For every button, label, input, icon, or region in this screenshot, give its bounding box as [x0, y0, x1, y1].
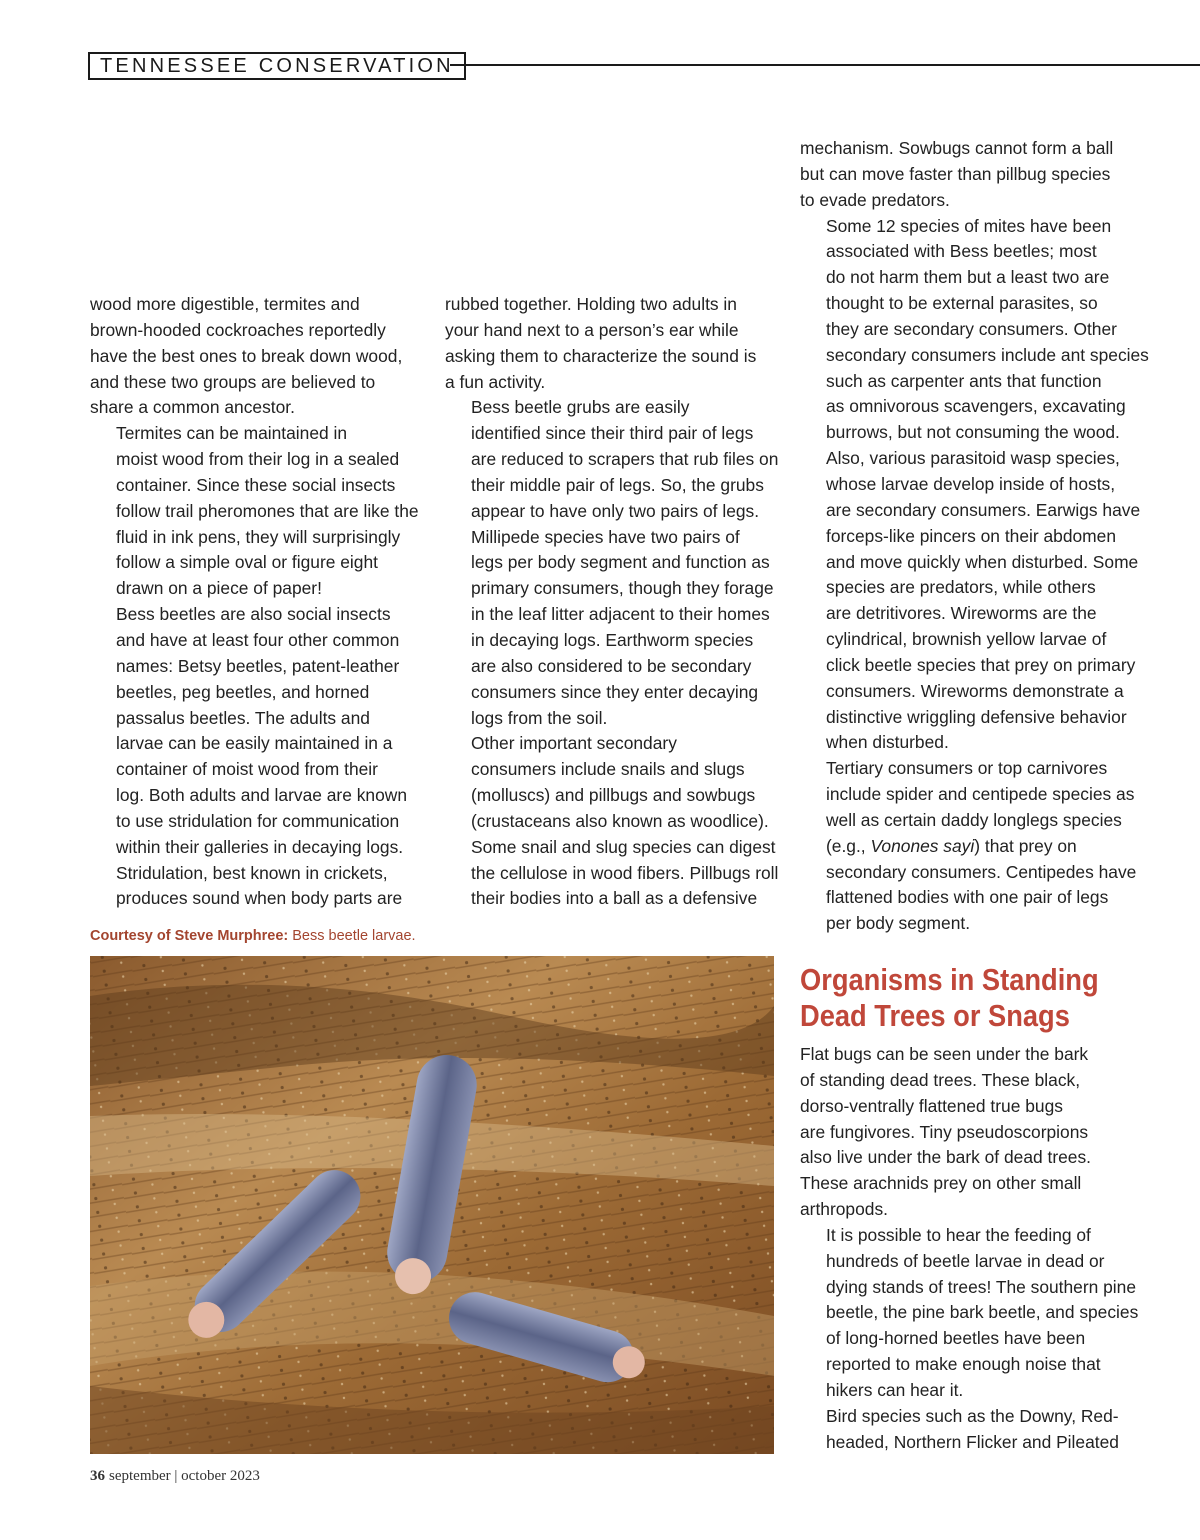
text-line: (crustaceans also known as woodlice). — [471, 810, 769, 831]
text-line: Flat bugs can be seen under the bark — [800, 1044, 1089, 1064]
photo-credit: Courtesy of Steve Murphree: — [90, 928, 289, 944]
article-paragraph — [800, 1223, 1140, 1404]
article-paragraph — [445, 292, 783, 395]
masthead-rule — [450, 64, 1200, 66]
text-line: Some 12 species of mites have been — [826, 215, 1112, 236]
text-line: associated with Bess beetles; most — [826, 241, 1097, 262]
text-line: names: Betsy beetles, patent-leather — [116, 655, 400, 676]
text-fragment: ) that prey on — [974, 835, 1077, 856]
text-line: Some snail and slug species can digest — [471, 836, 776, 857]
text-line: hikers can hear it. — [826, 1379, 964, 1400]
text-line: wood more digestible, termites and — [90, 294, 360, 314]
text-line: in decaying logs. Earthworm species — [471, 629, 754, 650]
text-line: when disturbed. — [826, 732, 949, 753]
text-line: Bird species such as the Downy, Red- — [826, 1405, 1119, 1426]
text-line: to use stridulation for communication — [116, 810, 400, 831]
text-line: follow a simple oval or figure eight — [116, 552, 378, 573]
text-line: drawn on a piece of paper! — [116, 578, 322, 599]
article-paragraph — [90, 292, 428, 421]
article-paragraph — [445, 731, 783, 912]
text-line: such as carpenter ants that function — [826, 370, 1102, 391]
text-line: legs per body segment and function as — [471, 552, 770, 573]
text-line: do not harm them but a least two are — [826, 267, 1110, 288]
column-3-paragraphs — [800, 136, 1149, 756]
text-line: but can move faster than pillbug species — [800, 163, 1111, 184]
text-line: Other important secondary — [471, 733, 677, 754]
article-paragraph — [90, 602, 428, 912]
masthead-title — [88, 52, 466, 80]
text-line: primary consumers, though they forage — [471, 578, 774, 599]
masthead-title-text: TENNESSEE CONSERVATION — [100, 54, 454, 77]
text-line: and move quickly when disturbed. Some — [826, 551, 1139, 572]
text-line: thought to be external parasites, so — [826, 293, 1098, 314]
text-line: forceps-like pincers on their abdomen — [826, 525, 1116, 546]
text-line: These arachnids prey on other small — [800, 1173, 1082, 1194]
text-line: dying stands of trees! The southern pine — [826, 1276, 1137, 1297]
text-line: Also, various parasitoid wasp species, — [826, 448, 1120, 469]
text-line: within their galleries in decaying logs. — [116, 836, 404, 857]
text-fragment: (e.g., — [826, 835, 871, 856]
text-line: species are predators, while others — [826, 577, 1096, 598]
text-line: headed, Northern Flicker and Pileated — [826, 1431, 1119, 1452]
article-column-1 — [90, 292, 428, 912]
text-line: their middle pair of legs. So, the grubs — [471, 474, 764, 495]
article-paragraph — [445, 525, 783, 732]
text-line: reported to make enough noise that — [826, 1354, 1101, 1375]
article-column-3 — [800, 136, 1149, 937]
text-line: your hand next to a person’s ear while — [445, 319, 739, 340]
text-line: Stridulation, best known in crickets, — [116, 862, 388, 883]
text-line: Tertiary consumers or top carnivores — [826, 758, 1108, 779]
text-line: moist wood from their log in a sealed — [116, 449, 400, 470]
text-line: a fun activity. — [445, 371, 546, 392]
text-line: mechanism. Sowbugs cannot form a ball — [800, 138, 1114, 158]
text-line: consumers since they enter decaying — [471, 681, 759, 702]
text-line: of long-horned beetles have been — [826, 1328, 1086, 1349]
text-line: click beetle species that prey on primary — [826, 654, 1136, 675]
text-line: whose larvae develop inside of hosts, — [826, 473, 1116, 494]
text-line: flattened bodies with one pair of legs — [826, 887, 1109, 908]
text-line: distinctive wriggling defensive behavior — [826, 706, 1127, 727]
text-line: per body segment. — [826, 913, 971, 934]
text-line — [800, 834, 1140, 860]
text-line: logs from the soil. — [471, 707, 608, 728]
text-line: brown-hooded cockroaches reportedly — [90, 319, 386, 340]
text-line: also live under the bark of dead trees. — [800, 1147, 1091, 1168]
text-line: secondary consumers include ant species — [826, 344, 1149, 365]
text-line: Termites can be maintained in — [116, 423, 348, 444]
article-column-3-continued — [800, 1042, 1140, 1456]
text-line: rubbed together. Holding two adults in — [445, 294, 737, 314]
text-line: are detritivores. Wireworms are the — [826, 603, 1097, 624]
text-line: passalus beetles. The adults and — [116, 707, 370, 728]
text-line: consumers. Wireworms demonstrate a — [826, 680, 1124, 701]
text-line: well as certain daddy longlegs species — [826, 809, 1122, 830]
text-line: hundreds of beetle larvae in dead or — [826, 1250, 1105, 1271]
tertiary-consumers-paragraph — [800, 756, 1140, 937]
text-line: they are secondary consumers. Other — [826, 318, 1117, 339]
photo-caption — [90, 928, 416, 944]
text-line: container of moist wood from their — [116, 759, 378, 780]
text-line: identified since their third pair of legs — [471, 423, 754, 444]
text-line: their bodies into a ball as a defensive — [471, 888, 758, 909]
text-line: are reduced to scrapers that rub files on — [471, 449, 779, 470]
article-paragraph — [800, 1042, 1140, 1223]
text-line: burrows, but not consuming the wood. — [826, 422, 1120, 443]
text-line: and these two groups are believed to — [90, 371, 376, 392]
text-line: beetles, peg beetles, and horned — [116, 681, 370, 702]
text-line: of standing dead trees. These black, — [800, 1069, 1081, 1090]
text-line: Millipede species have two pairs of — [471, 526, 740, 547]
page-footer — [90, 1468, 260, 1485]
text-line: arthropods. — [800, 1199, 888, 1220]
text-line: share a common ancestor. — [90, 397, 295, 418]
text-line: are secondary consumers. Earwigs have — [826, 499, 1141, 520]
article-paragraph — [445, 395, 783, 524]
text-line: secondary consumers. Centipedes have — [826, 861, 1137, 882]
text-line: follow trail pheromones that are like the — [116, 500, 419, 521]
text-line: as omnivorous scavengers, excavating — [826, 396, 1126, 417]
text-line: dorso-ventrally flattened true bugs — [800, 1095, 1063, 1116]
species-name: Vonones sayi — [870, 835, 975, 856]
article-paragraph — [800, 136, 1140, 214]
article-paragraph — [90, 421, 428, 602]
larvae-photo-illustration — [90, 956, 774, 1454]
text-line: beetle, the pine bark beetle, and species — [826, 1302, 1139, 1323]
text-line: Bess beetles are also social insects — [116, 604, 391, 625]
text-line: to evade predators. — [800, 189, 950, 210]
text-line: are also considered to be secondary — [471, 655, 752, 676]
text-line: log. Both adults and larvae are known — [116, 785, 407, 806]
bess-beetle-larvae-photo — [90, 956, 774, 1454]
section-heading-line: Organisms in Standing — [800, 962, 1099, 997]
text-line: container. Since these social insects — [116, 474, 396, 495]
text-line: produces sound when body parts are — [116, 888, 403, 909]
article-column-2 — [445, 292, 783, 912]
text-line: and have at least four other common — [116, 629, 400, 650]
article-paragraph — [800, 1404, 1140, 1456]
page-number: 36 — [90, 1468, 105, 1484]
text-line: fluid in ink pens, they will surprisingly — [116, 526, 401, 547]
text-line: asking them to characterize the sound is — [445, 345, 757, 366]
text-line: larvae can be easily maintained in a — [116, 733, 393, 754]
text-line: in the leaf litter adjacent to their homes — [471, 604, 770, 625]
text-line: It is possible to hear the feeding of — [826, 1224, 1091, 1245]
section-heading-line: Dead Trees or Snags — [800, 998, 1070, 1033]
text-line: appear to have only two pairs of legs. — [471, 500, 760, 521]
text-line: are fungivores. Tiny pseudoscorpions — [800, 1121, 1089, 1142]
caption-text: Bess beetle larvae. — [292, 928, 416, 944]
text-line: have the best ones to break down wood, — [90, 345, 403, 366]
text-line: the cellulose in wood fibers. Pillbugs roll — [471, 862, 779, 883]
article-paragraph — [800, 214, 1149, 757]
text-line: include spider and centipede species as — [826, 784, 1135, 805]
section-heading — [800, 962, 1099, 1034]
text-line: cylindrical, brownish yellow larvae of — [826, 629, 1107, 650]
text-line: Bess beetle grubs are easily — [471, 397, 690, 418]
text-line: consumers include snails and slugs — [471, 759, 745, 780]
text-line: (molluscs) and pillbugs and sowbugs — [471, 785, 756, 806]
issue-date: september | october 2023 — [109, 1468, 260, 1484]
